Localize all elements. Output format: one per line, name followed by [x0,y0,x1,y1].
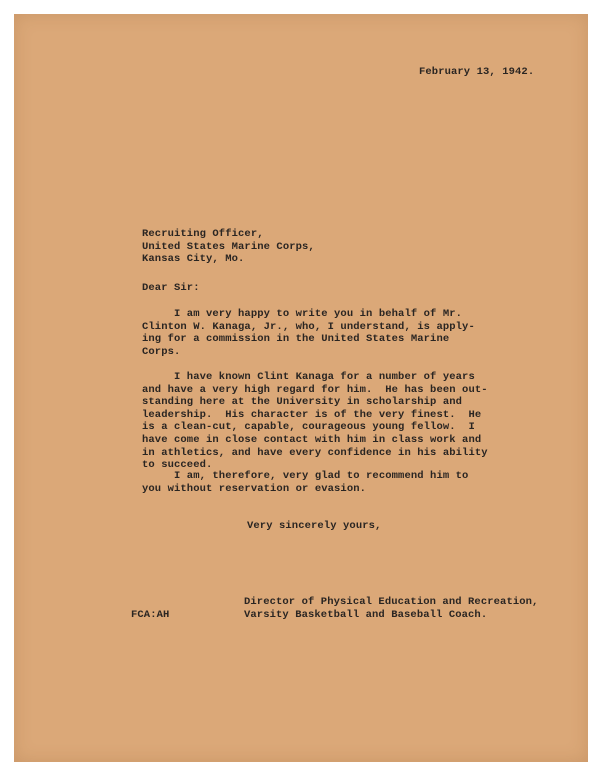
paragraph-line: have come in close contact with him in class work and [142,433,482,446]
paragraph-line: and have a very high regard for him. He has been out- [142,383,488,396]
body-paragraph-1 [142,308,475,358]
paragraph-line: Clinton W. Kanaga, Jr., who, I understand, is apply- [142,320,475,333]
address-line: Kansas City, Mo. [142,253,245,266]
paragraph-line: you without reservation or evasion. [142,482,367,495]
paragraph-line: standing here at the University in scholarship and [142,396,463,409]
paragraph-line: ing for a commission in the United States Marine [142,333,450,346]
paragraph-line: I am, therefore, very glad to recommend him to [142,470,469,482]
recipient-address [142,228,315,266]
title-line: Director of Physical Education and Recreation, [244,596,539,608]
address-line: Recruiting Officer, [142,228,264,240]
paragraph-line: Corps. [142,345,181,358]
salutation: Dear Sir: [142,282,200,294]
paragraph-line: is a clean-cut, capable, courageous young fellow. I [142,421,475,434]
address-line: United States Marine Corps, [142,240,315,253]
reference-initials: FCA:AH [131,609,170,621]
title-line: Varsity Basketball and Baseball Coach. [244,608,488,621]
body-paragraph-2 [142,371,488,472]
letter-date: February 13, 1942. [419,66,535,78]
paragraph-line: leadership. His character is of the very finest. He [142,408,482,421]
complimentary-closing: Very sincerely yours, [247,520,382,532]
paragraph-line: to succeed. [142,459,213,472]
paragraph-line: I am very happy to write you in behalf of Mr. [142,308,463,320]
paragraph-line: in athletics, and have every confidence in his ability [142,446,488,459]
body-paragraph-3 [142,470,468,495]
paragraph-line: I have known Clint Kanaga for a number of years [142,371,475,383]
signature-title [244,596,538,621]
